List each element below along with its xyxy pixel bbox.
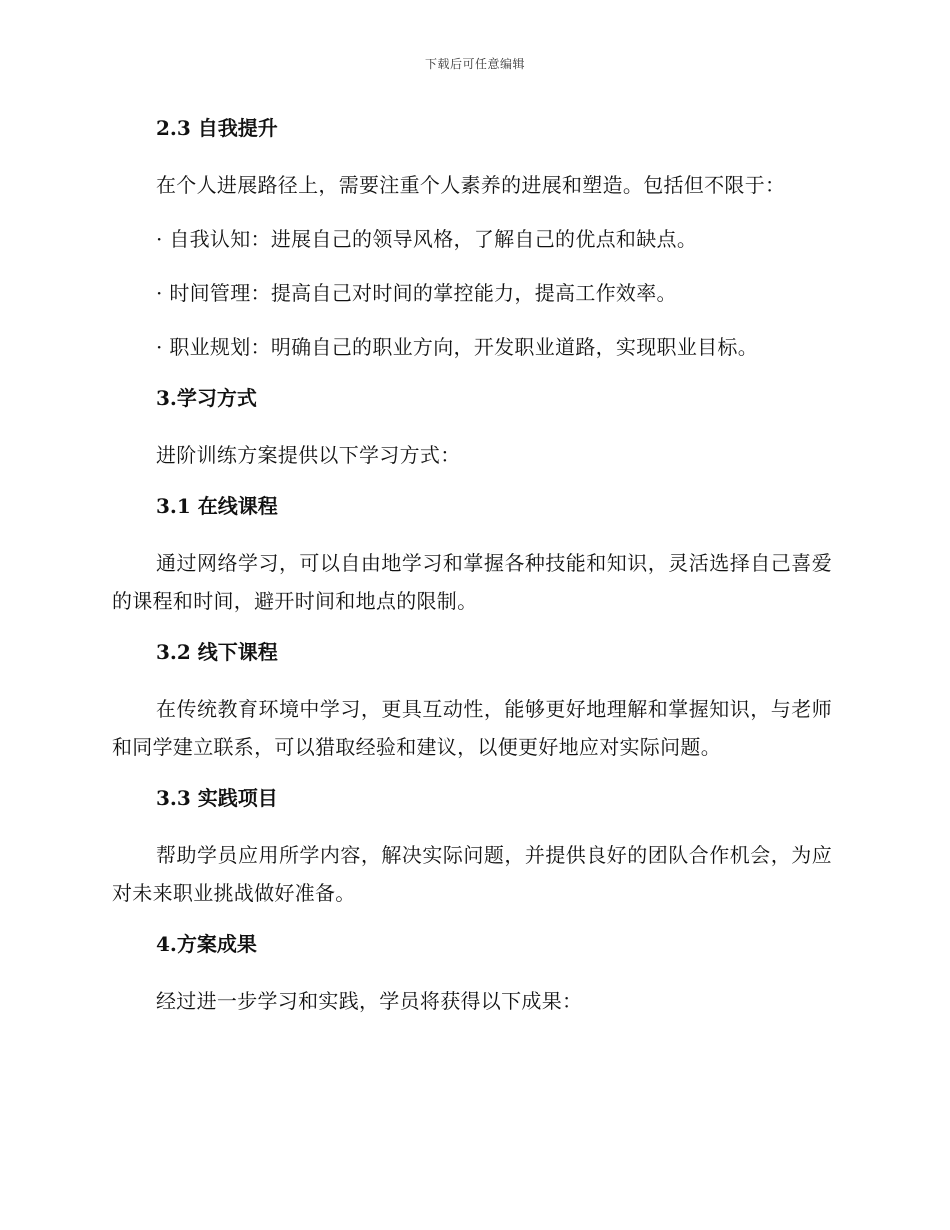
- paragraph: 进阶训练方案提供以下学习方式：: [156, 443, 461, 467]
- bullet-item: · 职业规划：明确自己的职业方向，开发职业道路，实现职业目标。: [156, 335, 759, 359]
- paragraph: 通过网络学习，可以自由地学习和掌握各种技能和知识，灵活选择自己喜爱的课程和时间，避开时间和地点的限制。: [112, 551, 832, 613]
- paragraph: 帮助学员应用所学内容，解决实际问题，并提供良好的团队合作机会，为应对未来职业挑战做好准备。: [112, 843, 832, 905]
- section-heading: 2.3 自我提升: [156, 116, 278, 140]
- document-body: [112, 112, 832, 1036]
- section-heading: 3.1 在线课程: [156, 494, 278, 518]
- page-header: 下载后可任意编辑: [424, 57, 525, 71]
- paragraph: 在个人进展路径上，需要注重个人素养的进展和塑造。包括但不限于：: [156, 173, 786, 197]
- section-heading: 3.2 线下课程: [156, 640, 278, 664]
- section-heading: 4.方案成果: [156, 932, 257, 956]
- paragraph: 经过进一步学习和实践，学员将获得以下成果：: [156, 989, 583, 1013]
- bullet-item: · 时间管理：提高自己对时间的掌控能力，提高工作效率。: [156, 281, 677, 305]
- paragraph: 在传统教育环境中学习，更具互动性，能够更好地理解和掌握知识，与老师和同学建立联系，可以猎取经验和建议，以便更好地应对实际问题。: [112, 697, 832, 759]
- bullet-item: · 自我认知：进展自己的领导风格，了解自己的优点和缺点。: [156, 227, 698, 251]
- section-heading: 3.3 实践项目: [156, 786, 278, 810]
- section-heading: 3.学习方式: [156, 386, 257, 410]
